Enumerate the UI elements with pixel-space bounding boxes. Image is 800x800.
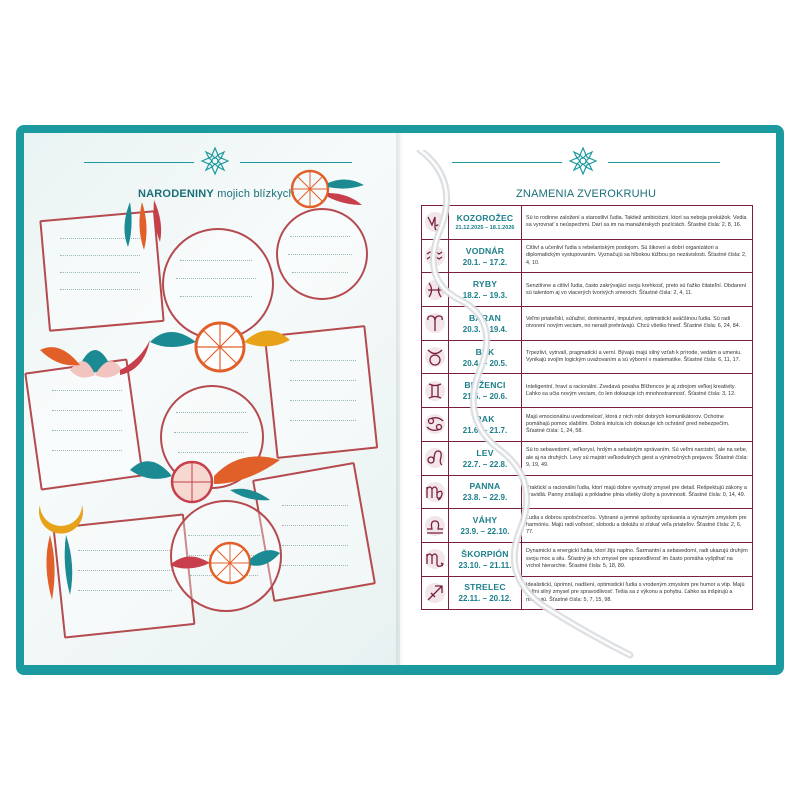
dreamcatcher-icon bbox=[170, 535, 280, 595]
zodiac-sign-dates: 20.1. – 17.2. bbox=[462, 257, 508, 267]
zodiac-sign-name: PANNA bbox=[469, 481, 501, 492]
write-line bbox=[290, 236, 350, 237]
lotus-feathers-icon bbox=[40, 320, 150, 410]
zodiac-sign-dates: 22.11. – 20.12. bbox=[458, 594, 512, 604]
write-line bbox=[180, 296, 252, 297]
zodiac-description: Sú to rodinne založení a starostliví ľudia. Taktiež ambiciózni, ktorí sa neboja prekážok. Vedia sa vyrovnať s neúspechmi. Darí sa im na manažérskych pozíciách. Šťastné čísla: 2, 8, 16. bbox=[522, 206, 753, 240]
zodiac-sign-dates: 23.8. – 22.9. bbox=[462, 493, 508, 503]
zodiac-sign-name: ŠKORPIÓN bbox=[461, 548, 509, 559]
zodiac-description: Inteligentní, hraví a racionálni. Zvedavá povaha Blížencov je aj zdrojom veľkej kreativity. Ľahko sa učia novým veciam, čo len dokazuje ich mnohostrannosť. Šťastné čísla: 3, 12. bbox=[522, 374, 753, 408]
write-line bbox=[292, 272, 348, 273]
mandala-icon bbox=[200, 146, 230, 176]
zodiac-sign-name: BLÍŽENCI bbox=[464, 380, 506, 391]
write-line bbox=[78, 590, 172, 591]
moon-feathers-icon bbox=[32, 495, 92, 605]
zodiac-sign-dates: 23.9. – 22.10. bbox=[460, 527, 510, 537]
zodiac-sign-dates: 21.12.2025 – 18.1.2026 bbox=[455, 225, 515, 232]
zodiac-sign-dates: 23.10. – 21.11. bbox=[458, 560, 512, 570]
write-line bbox=[60, 255, 140, 256]
zodiac-sign-dates: 21.5. – 20.6. bbox=[462, 392, 508, 402]
write-line bbox=[180, 260, 252, 261]
ribbon-bookmark bbox=[400, 150, 640, 660]
write-line bbox=[290, 420, 356, 421]
zodiac-sign-dates: 21.6. – 21.7. bbox=[462, 425, 508, 435]
zodiac-sign-name: RAK bbox=[475, 413, 495, 424]
write-line bbox=[176, 278, 256, 279]
left-header-rule bbox=[240, 162, 352, 163]
zodiac-sign-dates: 18.2. – 19.3. bbox=[462, 291, 508, 301]
left-header-rule bbox=[84, 162, 194, 163]
write-line bbox=[78, 570, 172, 571]
write-line bbox=[60, 272, 140, 273]
zodiac-sign-name: RYBY bbox=[472, 279, 498, 290]
write-line bbox=[282, 525, 348, 526]
write-line bbox=[290, 380, 356, 381]
zodiac-description: Veľmi priateľskí, súťaživí, dominantní, impulzívni, optimistickí aväčšinou ľudia. Sú radi otvorení novým veciam, no neradi prehrávajú. Chcú všetko hneď. Šťastné čísla: 6, 24, 84. bbox=[522, 307, 753, 341]
zodiac-description: Idealistickí, úprimní, nadšení, optimistickí ľudia s vrodeným zmyslom pre humor a vtip. Majú veľmi silný zmysel pre spravodlivosť. Tešia sa z výkonu a pohybu. Ľahko sa inšpirujú a motivujú. Šťastné čísla: 5, 7, 15, 98. bbox=[522, 576, 753, 610]
zodiac-sign-name: STRELEC bbox=[464, 582, 506, 593]
zodiac-description: Sú to sebavedomí, veľkorysí, hrdým a sebaistým správaním. Sú veľmi narcistní, ale na sebe, ale aj na druhých. Levy sú majstri veľkodušných giest a výnimočných prejavov. Šťastné čísla: 9, 19, 49. bbox=[522, 441, 753, 475]
zodiac-description: Senzitívne a citliví ľudia, často zakrývajúci svoju krehkosť, preto sú ťažko čitateľní. Obdarení sú talentom aj vo viacerých tvorivých smeroch. Šťastné čísla: 2, 4, 11. bbox=[522, 273, 753, 307]
moon-feathers-icon bbox=[110, 172, 170, 252]
zodiac-sign-name: BÝK bbox=[475, 346, 495, 357]
write-line bbox=[282, 505, 348, 506]
write-line bbox=[52, 410, 122, 411]
write-line bbox=[290, 400, 356, 401]
write-line bbox=[78, 550, 172, 551]
zodiac-sign-dates: 20.3. – 19.4. bbox=[462, 324, 508, 334]
zodiac-description: Praktickí a racionálni ľudia, ktorí majú dobre vyvinutý zmysel pre detail. Rešpektujú zákony a pravidlá. Panny znášajú a prikladne plnia všetky úlohy a povinnosti. Šťastné čísla: 0, 14, 49. bbox=[522, 475, 753, 509]
write-line bbox=[52, 450, 122, 451]
zodiac-sign-dates: 20.4. – 20.5. bbox=[462, 358, 508, 368]
write-line bbox=[60, 289, 140, 290]
write-line bbox=[52, 430, 122, 431]
dreamcatcher-icon bbox=[150, 312, 290, 382]
write-line bbox=[176, 412, 246, 413]
zodiac-sign-dates: 22.7. – 22.8. bbox=[462, 459, 508, 469]
zodiac-sign-name: KOZOROŽEC bbox=[456, 213, 514, 224]
write-line bbox=[288, 254, 352, 255]
write-line bbox=[290, 360, 356, 361]
zodiac-title: ZNAMENIA ZVEROKRUHU bbox=[516, 188, 657, 200]
zodiac-description: Dynamickí a energickí ľudia, ktorí žijú naplno. Šarmantní a sebavedomí, radi ukazujú druhým svoju moc a silu. Šťastný je ich zmysel pre spravodlivosť im často pomáha vyšplhať na vrchol hierarchie. Šťastné čísla: 5, 18, 89. bbox=[522, 542, 753, 576]
birthdays-title-rest: mojich blízkych bbox=[217, 188, 295, 200]
zodiac-description: Ľudia s dobrou spoločnosťou. Vybrané a jemné spôsoby správania a výrazným zmyslom pre harmóniu. Majú radi voľnosť, slobodu a dokážu si získať veľa priateľov. Šťastné čísla: 2, 6, 77. bbox=[522, 509, 753, 543]
zodiac-description: Citliví a učenliví ľudia s rebelantským postojom. Sú šikovní a dobrí organizátori a diplomatickým vystupovaním. Vyznačujú sa hlbokou túžbou po nezávislosti. Šťastné čísla: 2, 4, 10. bbox=[522, 239, 753, 273]
dreamcatcher-icon bbox=[286, 165, 366, 225]
zodiac-sign-name: BARAN bbox=[468, 312, 502, 323]
birthdays-title-bold: NARODENINY bbox=[138, 188, 214, 200]
zodiac-sign-name: VODNÁR bbox=[465, 245, 505, 256]
dreamcatcher-icon bbox=[130, 440, 280, 520]
zodiac-description: Majú emocionálnu uvedomelosť, ktorá z nich robí dobrých komunikátorov. Ochotne pomáhajú pomoc slabším. Dobrá intuícia ich dokazuje ich ochrániť pred nebezpečím. Šťastné čísla: 1, 24, 58. bbox=[522, 408, 753, 442]
write-line bbox=[282, 565, 348, 566]
write-line bbox=[174, 432, 248, 433]
zodiac-sign-name: VÁHY bbox=[472, 515, 498, 526]
zodiac-sign-name: LEV bbox=[476, 447, 494, 458]
write-line bbox=[282, 545, 348, 546]
zodiac-description: Trpezliví, vytrvalí, pragmatickí a verní. Bývajú majú silný vzťah k prírode, vedám a umeniu. Vynikajú svojím logickým uvažovaním a sú výborní v matematike. Šťastné čísla: 6, 11, 17. bbox=[522, 340, 753, 374]
